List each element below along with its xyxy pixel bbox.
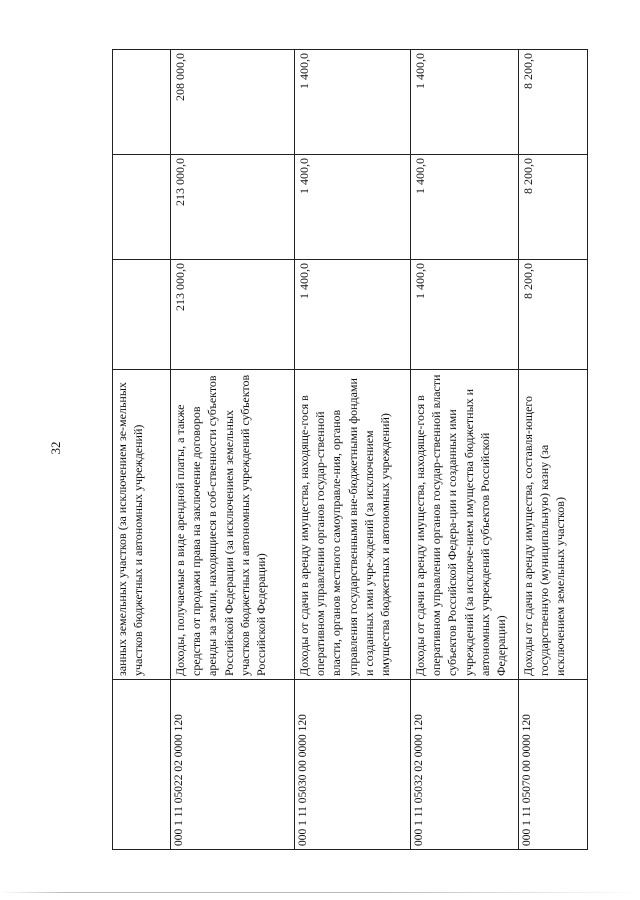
value-cell-3: 208 000,0 <box>171 50 295 155</box>
value-cell-1: 1 400,0 <box>411 260 519 370</box>
value-cell-1: 1 400,0 <box>295 260 411 370</box>
value-cell-2: 1 400,0 <box>295 155 411 260</box>
value-cell-1: 8 200,0 <box>519 260 588 370</box>
table-row <box>171 50 295 850</box>
table-row <box>295 50 411 850</box>
budget-code-cell: 000 1 11 05070 00 0000 120 <box>519 680 588 850</box>
value-cell-2 <box>113 155 171 260</box>
value-cell-2: 1 400,0 <box>411 155 519 260</box>
value-cell-1: 213 000,0 <box>171 260 295 370</box>
scan-edge-line <box>0 892 640 893</box>
table-row <box>519 50 588 850</box>
revenue-name-cell: Доходы от сдачи в аренду имущества, находяще-гося в оперативном управлении органов государ-ственной власти, органов местного самоуправле-ния, органов управления государственными вне-бюджетными фондами и созданных ими учре-ждений (за исключением имущества бюджетных и автономных учреждений) <box>295 370 411 680</box>
page-number: 32 <box>48 441 63 455</box>
value-cell-2: 213 000,0 <box>171 155 295 260</box>
budget-code-cell: 000 1 11 05030 00 0000 120 <box>295 680 411 850</box>
value-cell-3 <box>113 50 171 155</box>
revenue-name-cell: Доходы от сдачи в аренду имущества, находяще-гося в оперативном управлении органов государ-ственной власти субъектов Российской Федера-ции и созданных ими учреждений (за исключе-нием имущества бюджетных и автономных учреждений субъектов Российской Федерации) <box>411 370 519 680</box>
table-row <box>411 50 519 850</box>
value-cell-2: 8 200,0 <box>519 155 588 260</box>
value-cell-3: 8 200,0 <box>519 50 588 155</box>
revenue-name-cell: Доходы от сдачи в аренду имущества, составля-ющего государственную (муниципальную) казну (за исключением земельных участков) <box>519 370 588 680</box>
budget-code-cell: 000 1 11 05032 02 0000 120 <box>411 680 519 850</box>
value-cell-1 <box>113 260 171 370</box>
value-cell-3: 1 400,0 <box>295 50 411 155</box>
table-row <box>113 50 171 850</box>
revenue-name-cell: занных земельных участков (за исключением зе-мельных участков бюджетных и автономных учреждений) <box>113 370 171 680</box>
revenue-name-cell: Доходы, получаемые в виде арендной платы, а также средства от продажи права на заключение договоров аренды за земли, находящиеся в соб-ственности субъектов Российской Федерации (за исключением земельных участков бюджетных и автономных учреждений субъектов Российской Федерации) <box>171 370 295 680</box>
value-cell-3: 1 400,0 <box>411 50 519 155</box>
budget-code-cell <box>113 680 171 850</box>
rotated-page <box>112 50 587 850</box>
budget-code-cell: 000 1 11 05022 02 0000 120 <box>171 680 295 850</box>
budget-revenue-table <box>112 49 588 850</box>
